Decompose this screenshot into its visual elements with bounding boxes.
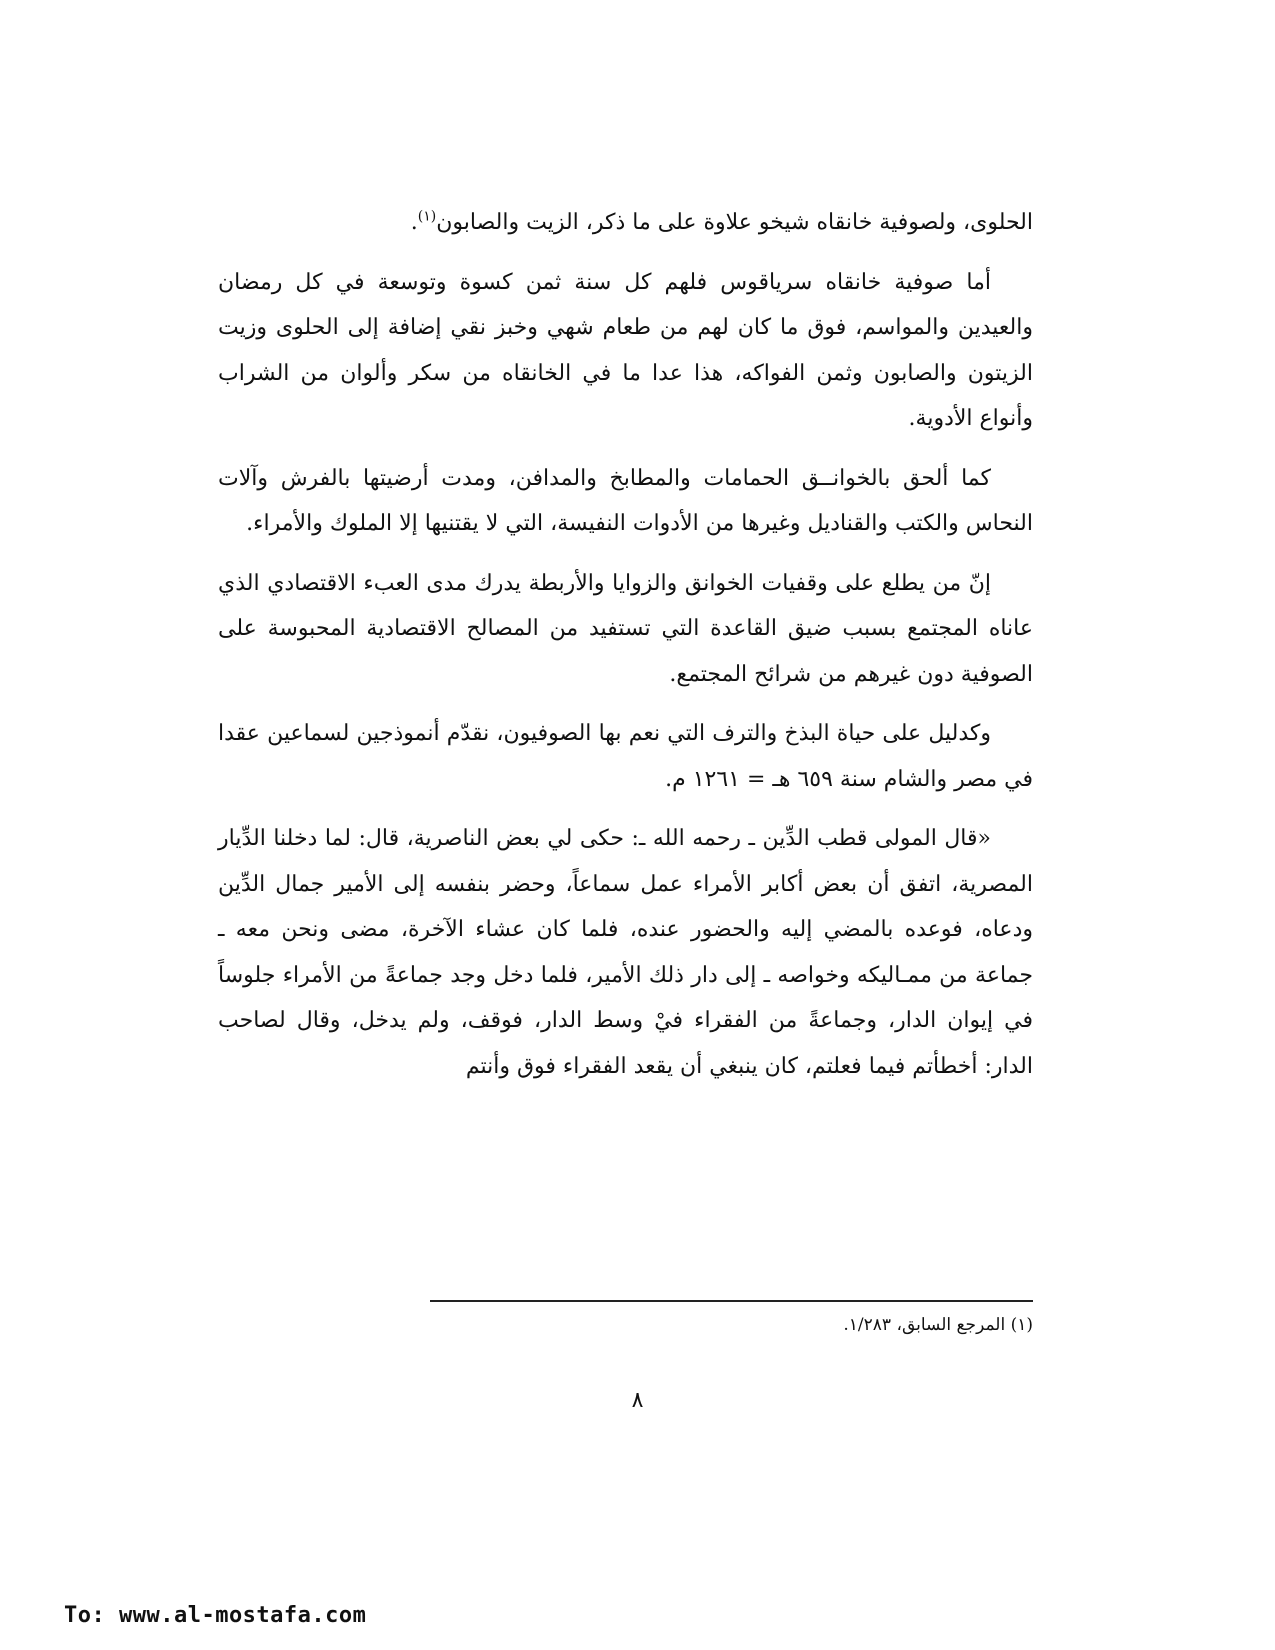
paragraph-2: أما صوفية خانقاه سرياقوس فلهم كل سنة ثمن كسوة وتوسعة في كل رمضان والعيدين والمواسم، فوق ما كان لهم من طعام شهي وخبز نقي إضافة إلى الحلوى وزيت الزيتون والصابون وثمن الفواكه، هذا عدا ما في الخانقاه من سكر وألوان من الشراب وأنواع الأدوية. bbox=[218, 269, 1033, 431]
page-body bbox=[218, 200, 1033, 1103]
source-watermark: To: www.al-mostafa.com bbox=[64, 1603, 367, 1628]
footnote: (١) المرجع السابق، ١/٢٨٣. bbox=[843, 1315, 1033, 1335]
paragraph-1-text: الحلوى، ولصوفية خانقاه شيخو علاوة على ما ذكر، الزيت والصابون bbox=[436, 210, 1033, 235]
paragraph-1 bbox=[218, 200, 1033, 246]
footnote-reference[interactable]: (١) bbox=[417, 208, 437, 225]
paragraph-5: وكدليل على حياة البذخ والترف التي نعم بها الصوفيون، نقدّم أنموذجين لسماعين عقدا في مصر والشام سنة ٦٥٩ هـ = ١٢٦١ م. bbox=[218, 721, 1033, 792]
paragraph-3: كما ألحق بالخوانــق الحمامات والمطابخ والمدافن، ومدت أرضيتها بالفرش وآلات النحاس والكتب والقناديل وغيرها من الأدوات النفيسة، التي لا يقتنيها إلا الملوك والأمراء. bbox=[218, 465, 1033, 536]
footnote-divider bbox=[430, 1300, 1033, 1302]
page-number: ٨ bbox=[631, 1388, 644, 1413]
paragraph-6-quote: «قال المولى قطب الدِّين ـ رحمه الله ـ: حكى لي بعض الناصرية، قال: لما دخلنا الدِّيار المصرية، اتفق أن بعض أكابر الأمراء عمل سماعاً، وحضر بنفسه إلى الأمير جمال الدِّين ودعاه، فوعده بالمضي إليه والحضور عنده، فلما كان عشاء الآخرة، مضى ونحن معه ـ جماعة من ممـاليكه وخواصه ـ إلى دار ذلك الأمير، فلما دخل وجد جماعةً من الأمراء جلوساً في إيوان الدار، وجماعةً من الفقراء فيْ وسط الدار، فوقف، ولم يدخل، وقال لصاحب الدار: أخطأتم فيما فعلتم، كان ينبغي أن يقعد الفقراء فوق وأنتم bbox=[218, 826, 1033, 1079]
paragraph-1-tail: . bbox=[410, 210, 418, 235]
paragraph-4: إنّ من يطلع على وقفيات الخوانق والزوايا والأربطة يدرك مدى العبء الاقتصادي الذي عاناه المجتمع بسبب ضيق القاعدة التي تستفيد من المصالح الاقتصادية المحبوسة على الصوفية دون غيرهم من شرائح المجتمع. bbox=[218, 570, 1033, 687]
